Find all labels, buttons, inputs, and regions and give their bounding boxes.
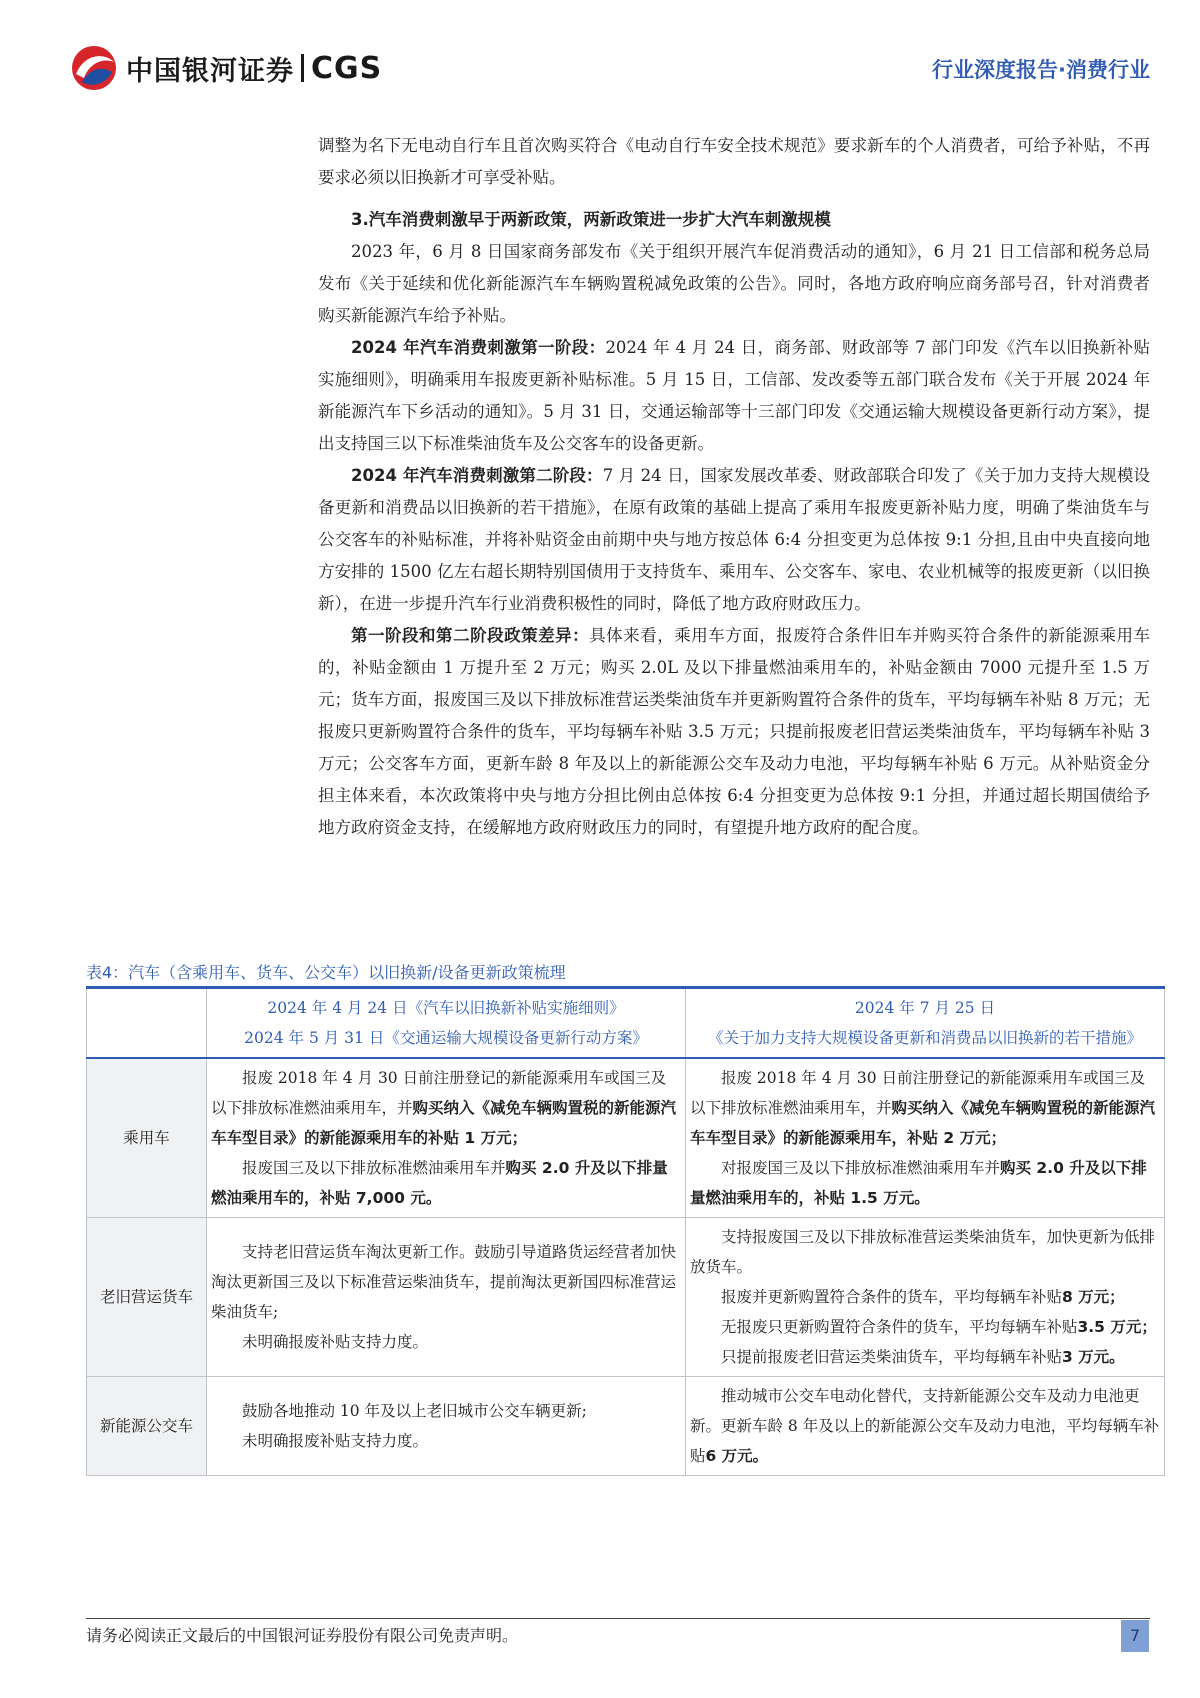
cell-text: [690, 1381, 1160, 1471]
row-left-cell: [207, 1058, 686, 1218]
cell-text-normal: 无报废只更新购置符合条件的货车，平均每辆车补贴: [720, 1318, 1078, 1336]
table-title: 表4：汽车（含乘用车、货车、公交车）以旧换新/设备更新政策梳理: [86, 963, 566, 982]
paragraph-4-lead: 2024 年汽车消费刺激第二阶段：: [351, 466, 603, 485]
header-right-line-2: 《关于加力支持大规模设备更新和消费品以旧换新的若干措施》: [707, 1029, 1142, 1047]
header-right: [685, 988, 1164, 1059]
row-left-cell: [207, 1218, 686, 1377]
row-right-cell: [685, 1218, 1164, 1377]
cell-text: [211, 1153, 681, 1213]
section-heading: 3.汽车消费刺激早于两新政策，两新政策进一步扩大汽车刺激规模: [351, 210, 831, 229]
cell-text-bold: 3 万元。: [1062, 1348, 1125, 1366]
cell-text: 支持老旧营运货车淘汰更新工作。鼓励引导道路货运经营者加快淘汰更新国三及以下标准营运柴油货车，提前淘汰更新国四标准营运柴油货车;: [211, 1243, 677, 1321]
cell-text-normal: 报废并更新购置符合条件的货车，平均每辆车补贴: [720, 1288, 1062, 1306]
cell-text: 未明确报废补贴支持力度。: [242, 1432, 429, 1450]
cell-text-bold: 3.5 万元；: [1077, 1318, 1157, 1336]
cell-text-bold: 购买纳入《减免车辆购置税的新能源汽车车型目录》的新能源乘用车，补贴 2 万元；: [689, 1099, 1156, 1147]
row-right-cell: [685, 1377, 1164, 1476]
row-category: 乘用车: [87, 1058, 207, 1218]
header-empty-cell: [87, 988, 207, 1059]
logo-separator: [301, 54, 304, 82]
cell-text-normal: 只提前报废老旧营运类柴油货车，平均每辆车补贴: [720, 1348, 1062, 1366]
page-header: [70, 44, 1150, 92]
cell-text-normal: 报废 2018 年 4 月 30 日前注册登记的新能源乘用车或国三及以下排放标准燃油乘用车，并: [211, 1069, 667, 1117]
logo-chinese-text: 中国银河证券: [126, 55, 294, 87]
cell-text-normal: 报废 2018 年 4 月 30 日前注册登记的新能源乘用车或国三及以下排放标准燃油乘用车，并: [689, 1069, 1146, 1117]
paragraph-3-text: 2024 年 4 月 24 日，商务部、财政部等 7 部门印发《汽车以旧换新补贴实施细则》，明确乘用车报废更新补贴标准。5 月 15 日，工信部、发改委等五部门联合发布《关于开展 2024 年新能源汽车下乡活动的通知》。5 月 31 日，交通运输部等十三部门印发《交通运输大规模设备更新行动方案》，提出支持国三以下标准柴油货车及公交客车的设备更新。: [318, 338, 1150, 453]
cell-text: [690, 1342, 1160, 1372]
cell-text-normal: 对报废国三及以下排放标准燃油乘用车并: [720, 1159, 1000, 1177]
paragraph-5-text: 具体来看，乘用车方面，报废符合条件旧车并购买符合条件的新能源乘用车的，补贴金额由 1 万提升至 2 万元；购买 2.0L 及以下排量燃油乘用车的，补贴金额由 7000 元提升至 1.5 万元；货车方面，报废国三及以下排放标准营运类柴油货车并更新购置符合条件的货车，平均每辆车补贴 8 万元；无报废只更新购置符合条件的货车，平均每辆车补贴 3.5 万元；只提前报废老旧营运类柴油货车，平均每辆车补贴 3 万元；公交客车方面，更新车龄 8 年及以上的新能源公交车及动力电池，平均每辆车补贴 6 万元。从补贴资金分担主体来看，本次政策将中央与地方分担比例由总体按 6:4 分担变更为总体按 9:1 分担，并通过超长期国债给予地方政府资金支持，在缓解地方政府财政压力的同时，有望提升地方政府的配合度。: [318, 626, 1151, 837]
row-category: 新能源公交车: [87, 1377, 207, 1476]
row-left-cell: [207, 1377, 686, 1476]
company-logo: [70, 44, 382, 92]
cell-text: [690, 1312, 1160, 1342]
paragraph-2: 2023 年，6 月 8 日国家商务部发布《关于组织开展汽车促消费活动的通知》，6 月 21 日工信部和税务总局发布《关于延续和优化新能源汽车车辆购置税减免政策的公告》。同时，各地方政府响应商务部号召，针对消费者购买新能源汽车给予补贴。: [318, 242, 1150, 325]
cell-text: [690, 1153, 1160, 1213]
paragraph-3: [318, 332, 1150, 460]
paragraph-4-text: 7 月 24 日，国家发展改革委、财政部联合印发了《关于加力支持大规模设备更新和消费品以旧换新的若干措施》，在原有政策的基础上提高了乘用车报废更新补贴力度，明确了柴油货车与公交客车的补贴标准，并将补贴资金由前期中央与地方按总体 6:4 分担变更为总体按 9:1 分担,且由中央直接向地方安排的 1500 亿左右超长期特别国债用于支持货车、乘用车、公交客车、家电、农业机械等的报废更新（以旧换新），在进一步提升汽车行业消费积极性的同时，降低了地方政府财政压力。: [318, 466, 1150, 613]
header-left: [207, 988, 686, 1059]
cell-text-bold: 8 万元；: [1062, 1288, 1125, 1306]
cell-text: [690, 1063, 1160, 1153]
header-left-line-2: 2024 年 5 月 31 日《交通运输大规模设备更新行动方案》: [244, 1029, 648, 1047]
cell-text: [690, 1282, 1160, 1312]
table-row: [87, 1218, 1165, 1377]
row-right-cell: [685, 1058, 1164, 1218]
cell-text-bold: 6 万元。: [705, 1447, 769, 1465]
report-type-label: 行业深度报告·消费行业: [932, 58, 1150, 82]
paragraph-4: [318, 460, 1150, 620]
logo-english-text: CGS: [311, 50, 383, 86]
footer-divider: [86, 1618, 1150, 1619]
header-left-line-1: 2024 年 4 月 24 日《汽车以旧换新补贴实施细则》: [267, 999, 625, 1017]
cell-text-bold: 购买纳入《减免车辆购置税的新能源汽车车型目录》的新能源乘用车的补贴 1 万元；: [211, 1099, 677, 1147]
cell-text: [211, 1063, 681, 1153]
cell-text-normal: 报废国三及以下排放标准燃油乘用车并: [242, 1159, 506, 1177]
main-body: [318, 130, 1150, 844]
table-row: [87, 1058, 1165, 1218]
header-right-line-1: 2024 年 7 月 25 日: [854, 999, 996, 1017]
cell-text: 未明确报废补贴支持力度。: [242, 1333, 429, 1351]
cell-text: 支持报废国三及以下排放标准营运类柴油货车，加快更新为低排放货车。: [689, 1228, 1155, 1276]
footer-disclaimer: 请务必阅读正文最后的中国银河证券股份有限公司免责声明。: [86, 1626, 519, 1645]
paragraph-5-lead: 第一阶段和第二阶段政策差异：: [351, 626, 590, 645]
policy-table: [86, 986, 1165, 1476]
paragraph-1: 调整为名下无电动自行车且首次购买符合《电动自行车安全技术规范》要求新车的个人消费者，可给予补贴，不再要求必须以旧换新才可享受补贴。: [318, 136, 1150, 187]
cell-text-normal: 推动城市公交车电动化替代，支持新能源公交车及动力电池更新。更新车龄 8 年及以上的新能源公交车及动力电池，平均每辆车补贴: [689, 1387, 1160, 1465]
cell-text-bold: 购买 2.0 升及以下排量燃油乘用车的，补贴 7,000 元。: [211, 1159, 668, 1207]
page-number: 7: [1121, 1620, 1149, 1652]
cgs-logo-icon: [70, 44, 118, 92]
cell-text: 鼓励各地推动 10 年及以上老旧城市公交车辆更新;: [242, 1402, 587, 1420]
paragraph-3-lead: 2024 年汽车消费刺激第一阶段：: [351, 338, 606, 357]
cell-text-bold: 购买 2.0 升及以下排量燃油乘用车的，补贴 1.5 万元。: [689, 1159, 1147, 1207]
table-header-row: [87, 988, 1165, 1059]
row-category: 老旧营运货车: [87, 1218, 207, 1377]
paragraph-5: [318, 620, 1150, 844]
table-row: [87, 1377, 1165, 1476]
